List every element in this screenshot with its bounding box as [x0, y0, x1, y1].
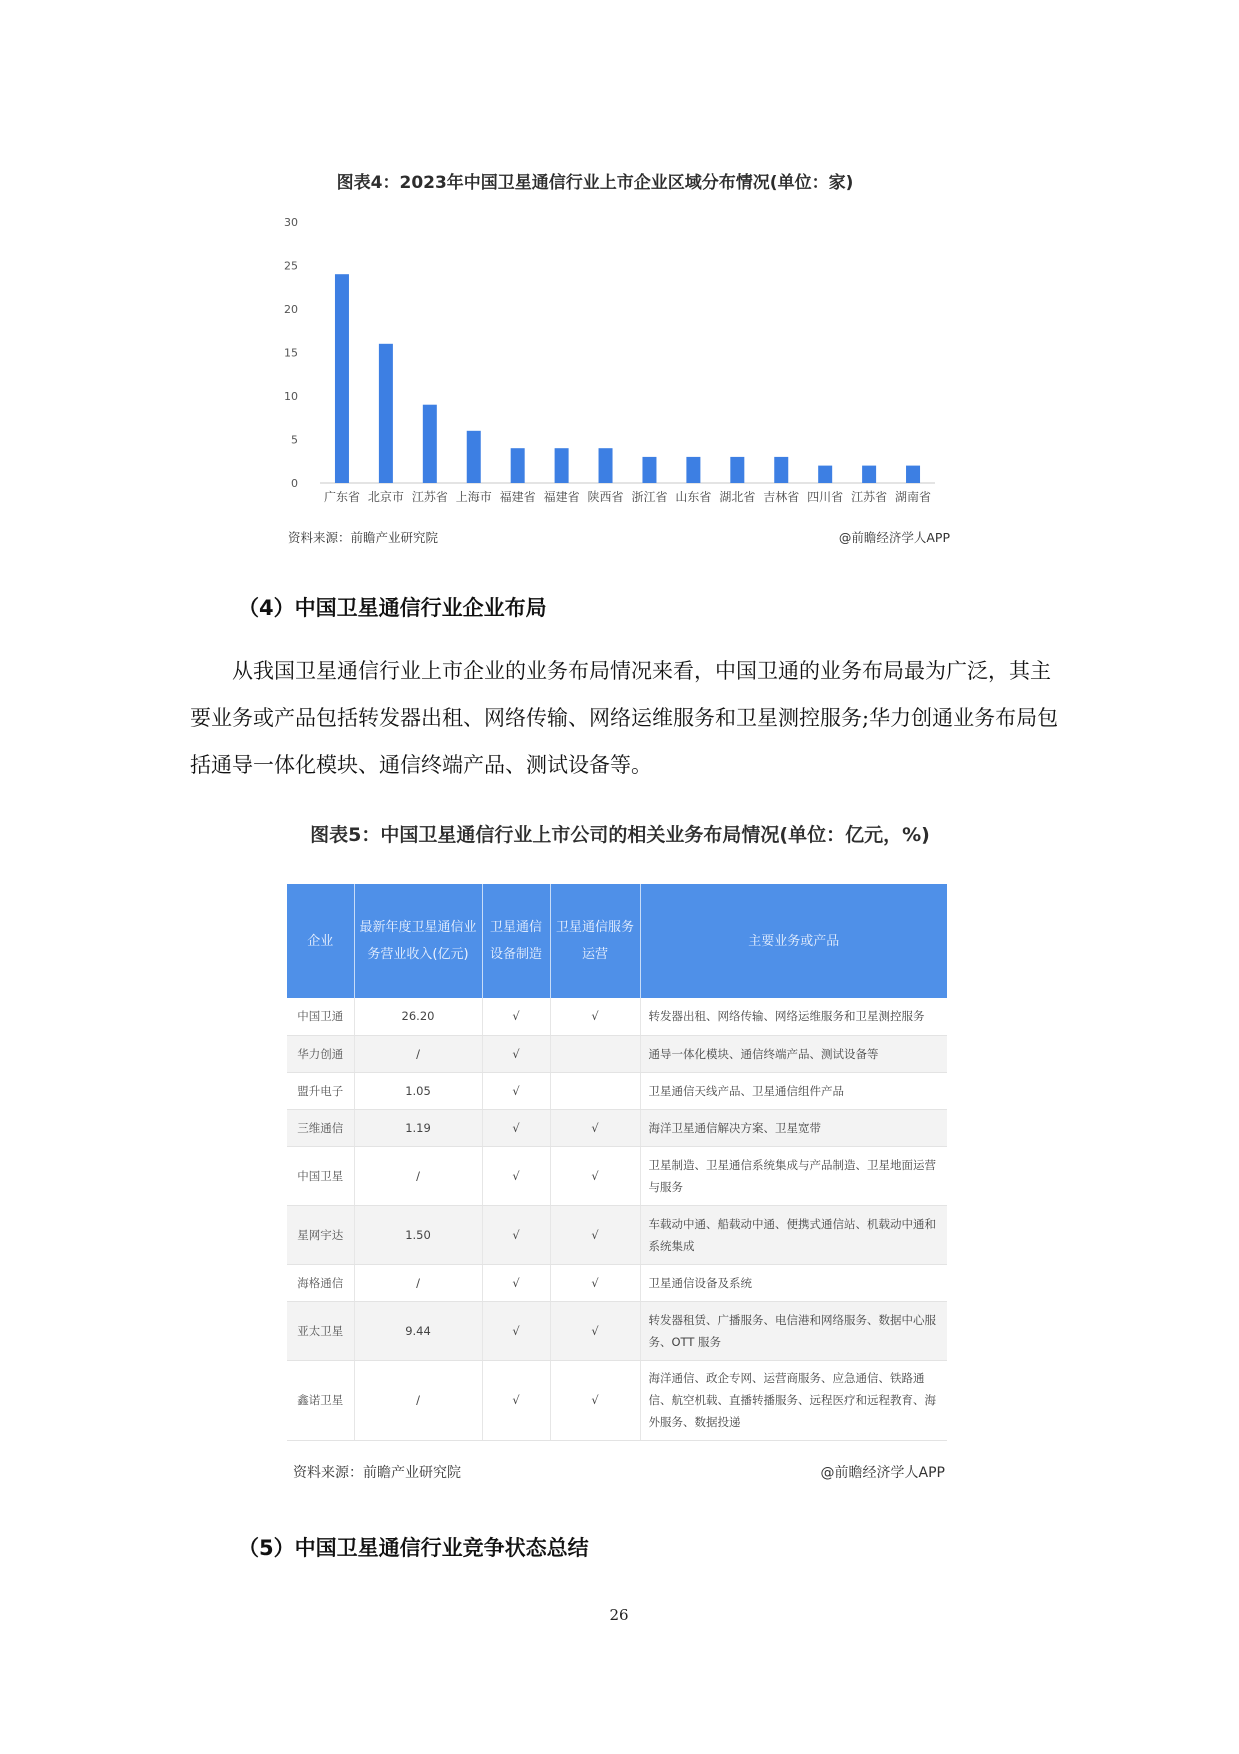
cell-products: 卫星通信天线产品、卫星通信组件产品 [640, 1072, 947, 1109]
x-tick-label: 江苏省 [411, 490, 448, 504]
y-tick-label: 15 [284, 346, 298, 360]
cell-revenue: 26.20 [354, 998, 482, 1035]
figure5-source: 资料来源：前瞻产业研究院 [293, 1465, 461, 1481]
table-row [287, 998, 947, 1035]
cell-company: 海格通信 [287, 1264, 354, 1301]
bar [335, 274, 349, 483]
cell-company: 中国卫星 [287, 1146, 354, 1205]
cell-operation: √ [550, 1109, 640, 1146]
bar [730, 457, 744, 483]
table-row [287, 1264, 947, 1301]
cell-operation [550, 1072, 640, 1109]
table-row [287, 1205, 947, 1264]
y-tick-label: 20 [284, 303, 298, 316]
page-number: 26 [609, 1606, 629, 1624]
table-row [287, 1035, 947, 1072]
cell-manufacturing: √ [482, 1072, 550, 1109]
table-row [287, 1360, 947, 1440]
cell-manufacturing: √ [482, 1264, 550, 1301]
cell-company: 中国卫通 [287, 998, 354, 1035]
cell-operation: √ [550, 1301, 640, 1360]
cell-revenue: / [354, 1035, 482, 1072]
cell-company: 华力创通 [287, 1035, 354, 1072]
cell-revenue: 1.19 [354, 1109, 482, 1146]
section4-heading: （4）中国卫星通信行业企业布局 [238, 596, 547, 620]
x-tick-label: 福建省 [499, 490, 536, 504]
x-tick-label: 福建省 [543, 490, 580, 504]
bar [555, 448, 569, 483]
table-row [287, 1301, 947, 1360]
bar [774, 457, 788, 483]
x-tick-label: 江苏省 [851, 490, 888, 504]
x-tick-label: 湖南省 [895, 490, 932, 504]
bar [862, 466, 876, 483]
cell-operation [550, 1035, 640, 1072]
cell-products: 车载动中通、船载动中通、便携式通信站、机载动中通和系统集成 [640, 1205, 947, 1264]
body-paragraph: 从我国卫星通信行业上市企业的业务布局情况来看，中国卫通的业务布局最为广泛，其主要业务或产品包括转发器出租、网络传输、网络运维服务和卫星测控服务;华力创通业务布局包括通导一体化模块、通信终端产品、测试设备等。 [190, 659, 1059, 777]
cell-revenue: 1.50 [354, 1205, 482, 1264]
cell-products: 卫星通信设备及系统 [640, 1264, 947, 1301]
x-tick-label: 湖北省 [719, 490, 756, 504]
x-tick-label: 吉林省 [763, 490, 800, 504]
y-tick-label: 0 [291, 477, 298, 490]
x-tick-label: 上海市 [455, 490, 492, 504]
bar [686, 457, 700, 483]
header-operation: 卫星通信服务运营 [550, 884, 640, 998]
table-header-row [287, 884, 947, 998]
cell-revenue: / [354, 1146, 482, 1205]
cell-manufacturing: √ [482, 1301, 550, 1360]
header-revenue: 最新年度卫星通信业务营业收入(亿元) [354, 884, 482, 998]
bar [511, 448, 525, 483]
cell-manufacturing: √ [482, 1109, 550, 1146]
cell-products: 通导一体化模块、通信终端产品、测试设备等 [640, 1035, 947, 1072]
cell-products: 转发器租赁、广播服务、电信港和网络服务、数据中心服务、OTT 服务 [640, 1301, 947, 1360]
cell-manufacturing: √ [482, 1205, 550, 1264]
business-layout-table [287, 884, 947, 1441]
cell-company: 星网宇达 [287, 1205, 354, 1264]
figure4-title: 图表4：2023年中国卫星通信行业上市企业区域分布情况(单位：家) [336, 173, 854, 193]
bar [642, 457, 656, 483]
figure4-credit: @前瞻经济学人APP [838, 530, 950, 545]
cell-operation: √ [550, 1264, 640, 1301]
cell-company: 鑫诺卫星 [287, 1360, 354, 1440]
cell-operation: √ [550, 1205, 640, 1264]
cell-revenue: / [354, 1360, 482, 1440]
cell-revenue: 9.44 [354, 1301, 482, 1360]
bar [599, 448, 613, 483]
cell-manufacturing: √ [482, 998, 550, 1035]
cell-operation: √ [550, 1146, 640, 1205]
cell-manufacturing: √ [482, 1035, 550, 1072]
y-tick-label: 30 [284, 216, 298, 229]
figure5-credit: @前瞻经济学人APP [820, 1465, 945, 1481]
bar [906, 466, 920, 483]
section5-heading: （5）中国卫星通信行业竞争状态总结 [238, 1536, 589, 1560]
cell-revenue: 1.05 [354, 1072, 482, 1109]
table-row [287, 1109, 947, 1146]
x-tick-label: 广东省 [323, 490, 360, 504]
header-manufacturing: 卫星通信设备制造 [482, 884, 550, 998]
cell-products: 卫星制造、卫星通信系统集成与产品制造、卫星地面运营与服务 [640, 1146, 947, 1205]
header-products: 主要业务或产品 [640, 884, 947, 998]
bar [379, 344, 393, 483]
header-company: 企业 [287, 884, 354, 998]
figure4-source: 资料来源：前瞻产业研究院 [288, 530, 439, 545]
x-tick-label: 山东省 [675, 490, 712, 504]
figure5-title: 图表5：中国卫星通信行业上市公司的相关业务布局情况(单位：亿元，%) [310, 824, 930, 846]
y-tick-label: 5 [291, 433, 298, 447]
cell-operation: √ [550, 998, 640, 1035]
table-row [287, 1146, 947, 1205]
cell-manufacturing: √ [482, 1360, 550, 1440]
bar [818, 466, 832, 483]
table-row [287, 1072, 947, 1109]
y-tick-label: 25 [284, 259, 298, 273]
cell-company: 盟升电子 [287, 1072, 354, 1109]
cell-products: 海洋通信、政企专网、运营商服务、应急通信、铁路通信、航空机载、直播转播服务、远程医疗和远程教育、海外服务、数据投递 [640, 1360, 947, 1440]
x-tick-label: 浙江省 [631, 490, 668, 504]
cell-manufacturing: √ [482, 1146, 550, 1205]
cell-company: 亚太卫星 [287, 1301, 354, 1360]
cell-company: 三维通信 [287, 1109, 354, 1146]
x-tick-label: 陕西省 [587, 490, 624, 504]
y-tick-label: 10 [284, 390, 298, 403]
x-tick-label: 四川省 [807, 490, 844, 504]
bar [467, 431, 481, 483]
cell-revenue: / [354, 1264, 482, 1301]
bar-chart-regional-distribution [280, 205, 940, 510]
cell-products: 转发器出租、网络传输、网络运维服务和卫星测控服务 [640, 998, 947, 1035]
x-tick-label: 北京市 [367, 490, 404, 504]
cell-operation: √ [550, 1360, 640, 1440]
cell-products: 海洋卫星通信解决方案、卫星宽带 [640, 1109, 947, 1146]
bar [423, 405, 437, 483]
